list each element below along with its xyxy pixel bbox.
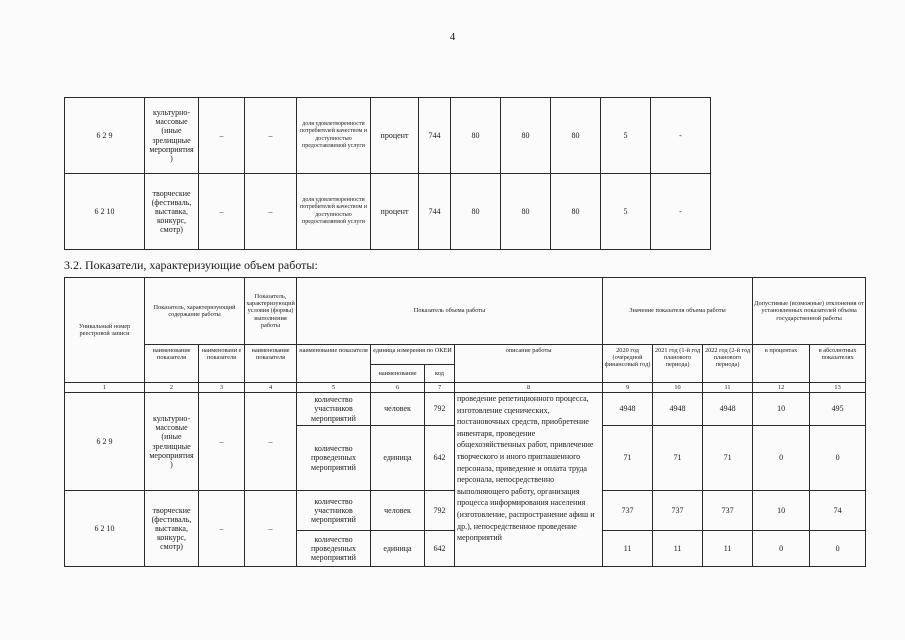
indicator-name: количество участников мероприятий [297, 491, 371, 531]
okei-code: 744 [419, 174, 451, 250]
header-unit-code: код [425, 365, 455, 383]
content-name: творческие (фестиваль, выставка, конкурс, смотр) [145, 491, 199, 567]
deviation-percent: 10 [753, 393, 810, 426]
table-row [65, 174, 711, 250]
value-2020: 80 [451, 174, 501, 250]
header-deviation: Допустимые (возможные) отклонения от установленных показателей объема государственной работы [753, 278, 866, 345]
value-2020: 737 [603, 491, 653, 531]
indicator-name: количество проведенных мероприятий [297, 426, 371, 491]
condition-cell: – [245, 393, 297, 491]
header-content-indicator: Показатель, характеризующий содержание работы [145, 278, 245, 345]
registry-code: 6 2 10 [65, 491, 145, 567]
value-2021: 4948 [653, 393, 703, 426]
deviation-percent: 5 [601, 98, 651, 174]
unit-name: единица [371, 531, 425, 567]
value-2020: 80 [451, 98, 501, 174]
value-2021: 737 [653, 491, 703, 531]
content-name: культурно- массовые (иные зрелищные мероприятия ) [145, 98, 199, 174]
value-2022: 11 [703, 531, 753, 567]
registry-code: 6 2 10 [65, 174, 145, 250]
condition-cell: – [199, 491, 245, 567]
unit-name: процент [371, 174, 419, 250]
page-number: 4 [449, 31, 456, 43]
header-registry-number: Уникальный номер реестровой записи [65, 278, 145, 383]
header-year-2020: 2020 год (очередной финансовый год) [603, 345, 653, 383]
column-number: 13 [810, 383, 866, 393]
value-2021: 80 [501, 98, 551, 174]
okei-code: 744 [419, 98, 451, 174]
header-in-absolute: в абсолютных показателях [810, 345, 866, 383]
header-volume-indicator: Показатель объема работы [297, 278, 603, 345]
header-unit-okei: единица измерения по ОКЕИ [371, 345, 455, 365]
column-number: 7 [425, 383, 455, 393]
unit-name: человек [371, 393, 425, 426]
value-2022: 71 [703, 426, 753, 491]
column-number: 3 [199, 383, 245, 393]
okei-code: 642 [425, 531, 455, 567]
unit-name: процент [371, 98, 419, 174]
work-description: проведение репетиционного процесса, изготовление сценических, постановочных средств, приобретение инвентаря, проведение общехозяйственных работ, привлечение творческого и иного приглашенного персонала, приведение и оплата труда персонала, непосредственно выполняющего работу, организация процесса информирования населения (изготовление, распространение афиш и др.), непосредственное проведение мероприятий [455, 393, 603, 567]
header-condition-indicator: Показатель, характеризующий условия (формы) выполнения работы [245, 278, 297, 345]
condition-cell: – [199, 174, 245, 250]
condition-cell: – [199, 393, 245, 491]
column-number: 9 [603, 383, 653, 393]
okei-code: 792 [425, 393, 455, 426]
column-number: 8 [455, 383, 603, 393]
column-number: 5 [297, 383, 371, 393]
indicator-name: количество участников мероприятий [297, 393, 371, 426]
unit-name: единица [371, 426, 425, 491]
column-number: 6 [371, 383, 425, 393]
header-unit-name: наименование [371, 365, 425, 383]
table-row [65, 393, 866, 426]
section-title: 3.2. Показатели, характеризующие объем работы: [64, 258, 318, 272]
value-2022: 4948 [703, 393, 753, 426]
content-name: культурно- массовые (иные зрелищные мероприятия ) [145, 393, 199, 491]
column-number: 2 [145, 383, 199, 393]
column-number: 4 [245, 383, 297, 393]
header-indicator-name: наименование показателя [145, 345, 199, 383]
column-number: 12 [753, 383, 810, 393]
condition-cell: – [199, 98, 245, 174]
value-2022: 737 [703, 491, 753, 531]
volume-indicators-table [64, 277, 866, 567]
header-year-2021: 2021 год (1-й год планового периода) [653, 345, 703, 383]
value-2022: 80 [551, 174, 601, 250]
header-year-2022: 2022 год (2-й год планового периода) [703, 345, 753, 383]
deviation-absolute: 0 [810, 531, 866, 567]
unit-name: человек [371, 491, 425, 531]
column-number-row [65, 383, 866, 393]
column-number: 1 [65, 383, 145, 393]
deviation-percent: 10 [753, 491, 810, 531]
deviation-absolute: - [651, 174, 711, 250]
header-indicator-name: наименовани е показателя [199, 345, 245, 383]
okei-code: 642 [425, 426, 455, 491]
column-number: 10 [653, 383, 703, 393]
registry-code: 6 2 9 [65, 98, 145, 174]
quality-indicators-table [64, 97, 711, 250]
deviation-absolute: - [651, 98, 711, 174]
header-description: описание работы [455, 345, 603, 383]
value-2020: 4948 [603, 393, 653, 426]
indicator-name: количество проведенных мероприятий [297, 531, 371, 567]
deviation-percent: 0 [753, 426, 810, 491]
table-header-row [65, 345, 866, 365]
value-2020: 11 [603, 531, 653, 567]
okei-code: 792 [425, 491, 455, 531]
header-in-percent: в процентах [753, 345, 810, 383]
deviation-absolute: 74 [810, 491, 866, 531]
deviation-percent: 5 [601, 174, 651, 250]
condition-cell: – [245, 174, 297, 250]
table-row [65, 98, 711, 174]
deviation-absolute: 0 [810, 426, 866, 491]
content-name: творческие (фестиваль, выставка, конкурс, смотр) [145, 174, 199, 250]
condition-cell: – [245, 98, 297, 174]
condition-cell: – [245, 491, 297, 567]
indicator-name: доля удовлетворенности потребителей качеством и доступностью предоставляемой услуги [297, 98, 371, 174]
value-2021: 11 [653, 531, 703, 567]
value-2021: 71 [653, 426, 703, 491]
indicator-name: доля удовлетворенности потребителей качеством и доступностью предоставляемой услуги [297, 174, 371, 250]
column-number: 11 [703, 383, 753, 393]
header-volume-value: Значение показателя объема работы [603, 278, 753, 345]
registry-code: 6 2 9 [65, 393, 145, 491]
deviation-absolute: 495 [810, 393, 866, 426]
header-indicator-name: наименование показателя [245, 345, 297, 383]
header-indicator-name: наименование показателя [297, 345, 371, 383]
table-header-row [65, 278, 866, 345]
value-2020: 71 [603, 426, 653, 491]
value-2022: 80 [551, 98, 601, 174]
deviation-percent: 0 [753, 531, 810, 567]
value-2021: 80 [501, 174, 551, 250]
